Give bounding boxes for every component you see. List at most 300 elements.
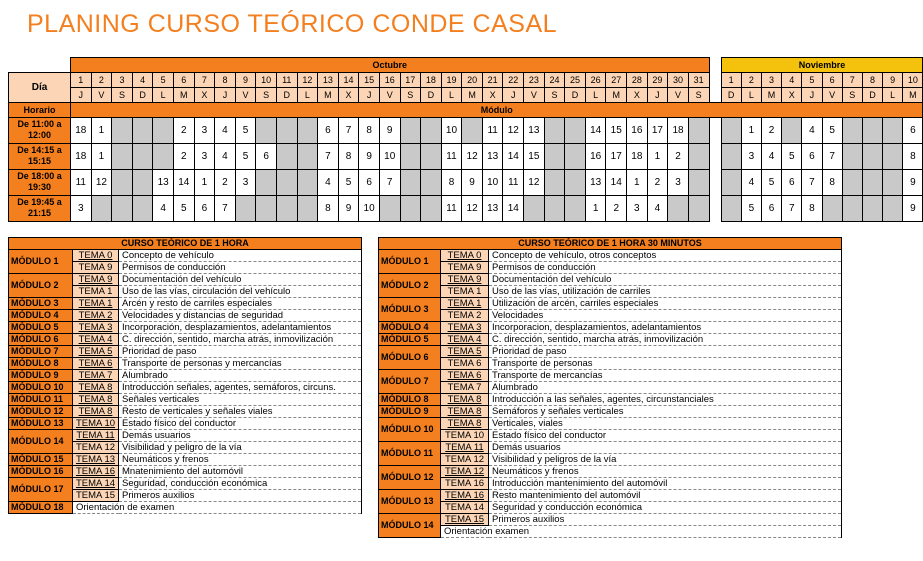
topic-description: Transporte de mercancías — [489, 370, 842, 382]
weekday-letter: M — [462, 87, 483, 102]
module-name: MÓDULO 16 — [9, 466, 73, 478]
weekday-letter: D — [565, 87, 586, 102]
day-number: 7 — [194, 72, 215, 87]
module-cell: 10 — [359, 195, 380, 221]
module-cell — [421, 117, 442, 143]
module-cell: 6 — [194, 195, 215, 221]
tema-label: TEMA 2 — [73, 310, 119, 322]
topic-description: Mnatenimiento del automóvil — [119, 466, 362, 478]
module-cell — [379, 195, 400, 221]
weekday-letter: D — [276, 87, 297, 102]
module-cell — [400, 169, 421, 195]
module-cell: 3 — [71, 195, 92, 221]
module-cell — [132, 117, 153, 143]
module-cell — [400, 117, 421, 143]
day-number: 5 — [153, 72, 174, 87]
tema-label: TEMA 1 — [441, 286, 489, 298]
day-label: Día — [9, 72, 71, 102]
module-cell: 18 — [627, 143, 648, 169]
day-number: 9 — [883, 72, 903, 87]
weekday-letter: V — [235, 87, 256, 102]
module-cell: 11 — [441, 195, 462, 221]
module-cell — [421, 169, 442, 195]
module-cell — [842, 143, 862, 169]
module-cell — [256, 195, 277, 221]
tema-label: TEMA 1 — [73, 286, 119, 298]
tema-label: TEMA 8 — [73, 406, 119, 418]
day-number: 2 — [91, 72, 112, 87]
topic-description: Documentación del vehículo — [119, 274, 362, 286]
tema-label: TEMA 8 — [73, 394, 119, 406]
weekday-letter: S — [842, 87, 862, 102]
topic-description: Demás usuarios — [119, 430, 362, 442]
weekday-letter: J — [647, 87, 668, 102]
module-cell: 6 — [761, 195, 781, 221]
tema-label: TEMA 6 — [73, 358, 119, 370]
module-cell: 7 — [215, 195, 236, 221]
module-cell — [862, 169, 882, 195]
module-name: MÓDULO 9 — [379, 406, 441, 418]
module-name: MÓDULO 6 — [9, 334, 73, 346]
module-cell — [153, 117, 174, 143]
module-cell — [862, 117, 882, 143]
module-cell — [524, 195, 545, 221]
module-name: MÓDULO 11 — [9, 394, 73, 406]
module-cell: 15 — [606, 117, 627, 143]
weekday-letter: M — [318, 87, 339, 102]
module-cell: 12 — [462, 143, 483, 169]
module-cell: 12 — [524, 169, 545, 195]
module-cell — [688, 143, 709, 169]
tema-label: TEMA 14 — [441, 502, 489, 514]
module-cell — [721, 169, 741, 195]
day-number: 29 — [647, 72, 668, 87]
module-name: MÓDULO 7 — [379, 370, 441, 394]
weekday-letter: X — [782, 87, 802, 102]
module-cell: 11 — [482, 117, 503, 143]
topic-description: Incorporacion, desplazamientos, adelantamientos — [489, 322, 842, 334]
module-cell: 2 — [173, 117, 194, 143]
module-cell — [421, 143, 442, 169]
weekday-letter: V — [822, 87, 842, 102]
tema-label: TEMA 9 — [73, 274, 119, 286]
weekday-letter: M — [903, 87, 923, 102]
module-cell: 11 — [503, 169, 524, 195]
module-cell: 17 — [606, 143, 627, 169]
weekday-letter: D — [862, 87, 882, 102]
module-name: MÓDULO 12 — [9, 406, 73, 418]
topic-description: Permisos de conducción — [489, 262, 842, 274]
weekday-letter: D — [421, 87, 442, 102]
module-cell: 1 — [627, 169, 648, 195]
month-october: Octubre — [71, 58, 710, 73]
module-cell: 3 — [627, 195, 648, 221]
module-name: MÓDULO 17 — [9, 478, 73, 502]
module-name: MÓDULO 5 — [9, 322, 73, 334]
module-name: MÓDULO 7 — [9, 346, 73, 358]
module-cell: 2 — [173, 143, 194, 169]
weekday-letter: J — [215, 87, 236, 102]
day-number: 20 — [462, 72, 483, 87]
module-cell: 11 — [71, 169, 92, 195]
module-cell: 17 — [647, 117, 668, 143]
topic-description: Estado físico del conductor — [489, 430, 842, 442]
module-cell — [862, 143, 882, 169]
module-cell — [668, 195, 689, 221]
modulo-label: Módulo — [71, 102, 923, 117]
module-cell: 4 — [647, 195, 668, 221]
day-number: 22 — [503, 72, 524, 87]
module-cell: 6 — [256, 143, 277, 169]
tema-label: TEMA 9 — [441, 262, 489, 274]
module-name: MÓDULO 4 — [379, 322, 441, 334]
module-cell: 4 — [802, 117, 822, 143]
tema-label: TEMA 12 — [441, 466, 489, 478]
module-cell: 7 — [338, 117, 359, 143]
module-name: MÓDULO 5 — [379, 334, 441, 346]
module-cell — [822, 195, 842, 221]
tema-label: TEMA 8 — [441, 394, 489, 406]
module-name: MÓDULO 4 — [9, 310, 73, 322]
module-cell — [256, 169, 277, 195]
day-number: 1 — [721, 72, 741, 87]
day-number: 8 — [862, 72, 882, 87]
weekday-letter: X — [194, 87, 215, 102]
weekday-letter: X — [627, 87, 648, 102]
tema-label: TEMA 16 — [441, 490, 489, 502]
module-name: MÓDULO 8 — [379, 394, 441, 406]
module-cell: 9 — [379, 117, 400, 143]
page-title: PLANING CURSO TEÓRICO CONDE CASAL — [27, 10, 558, 38]
day-number: 19 — [441, 72, 462, 87]
topic-description: Permisos de conducción — [119, 262, 362, 274]
horario-label: Horario — [9, 102, 71, 117]
weekday-letter: M — [761, 87, 781, 102]
module-cell: 8 — [359, 117, 380, 143]
day-number: 27 — [606, 72, 627, 87]
module-cell: 6 — [782, 169, 802, 195]
day-number: 2 — [741, 72, 761, 87]
module-cell: 16 — [585, 143, 606, 169]
tema-label: TEMA 9 — [441, 274, 489, 286]
module-cell — [565, 195, 586, 221]
topic-description: Introducción mantenimiento del automóvil — [489, 478, 842, 490]
module-cell: 8 — [441, 169, 462, 195]
month-gap — [709, 87, 721, 102]
day-number: 6 — [822, 72, 842, 87]
topic-description: C. dirección, sentido, marcha atrás, inmovilización — [489, 334, 842, 346]
topic-description: Uso de las vías, utilización de carriles — [489, 286, 842, 298]
module-cell — [256, 117, 277, 143]
module-cell — [688, 195, 709, 221]
day-number: 1 — [71, 72, 92, 87]
module-name: MÓDULO 3 — [9, 298, 73, 310]
module-cell: 1 — [91, 117, 112, 143]
module-name: MÓDULO 14 — [9, 430, 73, 454]
topic-description: Alumbrado — [489, 382, 842, 394]
module-name: MÓDULO 18 — [9, 502, 73, 514]
module-cell: 8 — [802, 195, 822, 221]
module-cell — [462, 117, 483, 143]
module-cell: 7 — [318, 143, 339, 169]
module-cell — [421, 195, 442, 221]
day-number: 7 — [842, 72, 862, 87]
tema-label: TEMA 8 — [441, 418, 489, 430]
module-cell: 7 — [782, 195, 802, 221]
module-cell — [565, 143, 586, 169]
module-cell — [297, 195, 318, 221]
corner-blank — [9, 58, 71, 73]
topic-description: Resto de verticales y señales viales — [119, 406, 362, 418]
module-cell — [112, 169, 133, 195]
module-cell: 13 — [482, 195, 503, 221]
module-cell: 3 — [194, 117, 215, 143]
topic-description: C. dirección, sentido, marcha atrás, inmovilización — [119, 334, 362, 346]
topic-description: Utilización de arcén, carriles especiales — [489, 298, 842, 310]
day-number: 3 — [112, 72, 133, 87]
module-cell — [235, 195, 256, 221]
module-cell — [721, 117, 741, 143]
weekday-letter: V — [668, 87, 689, 102]
module-cell: 9 — [903, 169, 923, 195]
module-cell: 9 — [462, 169, 483, 195]
module-cell — [153, 143, 174, 169]
module-cell: 3 — [194, 143, 215, 169]
module-cell: 13 — [153, 169, 174, 195]
module-cell — [276, 117, 297, 143]
month-gap — [709, 58, 721, 73]
module-name: MÓDULO 13 — [9, 418, 73, 430]
tema-label: TEMA 0 — [73, 250, 119, 262]
module-cell: 18 — [668, 117, 689, 143]
day-number: 31 — [688, 72, 709, 87]
module-name: MÓDULO 10 — [379, 418, 441, 442]
topic-description: Verticales, viales — [489, 418, 842, 430]
module-cell — [544, 169, 565, 195]
topic-description: Concepto de vehículo, otros conceptos — [489, 250, 842, 262]
module-cell — [688, 169, 709, 195]
module-cell: 5 — [173, 195, 194, 221]
tema-label: TEMA 9 — [73, 262, 119, 274]
module-name: MÓDULO 11 — [379, 442, 441, 466]
module-cell: 3 — [668, 169, 689, 195]
topic-description: Prioridad de paso — [119, 346, 362, 358]
module-cell — [544, 117, 565, 143]
module-cell — [112, 143, 133, 169]
module-cell: 5 — [822, 117, 842, 143]
tema-label: TEMA 11 — [73, 430, 119, 442]
month-gap — [709, 195, 721, 221]
module-cell: 12 — [91, 169, 112, 195]
weekday-letter: J — [359, 87, 380, 102]
day-number: 18 — [421, 72, 442, 87]
module-cell — [842, 117, 862, 143]
weekday-letter: S — [400, 87, 421, 102]
month-gap — [709, 117, 721, 143]
topic-description: Velocidades y distancias de seguridad — [119, 310, 362, 322]
topic-description: Velocidades — [489, 310, 842, 322]
module-cell: 12 — [462, 195, 483, 221]
day-number: 16 — [379, 72, 400, 87]
tema-label: TEMA 15 — [441, 514, 489, 526]
module-cell: 13 — [482, 143, 503, 169]
module-cell — [132, 169, 153, 195]
topic-description: Neumáticos y frenos — [489, 466, 842, 478]
module-cell — [862, 195, 882, 221]
module-cell — [400, 143, 421, 169]
module-name: MÓDULO 13 — [379, 490, 441, 514]
module-cell: 7 — [802, 169, 822, 195]
module-cell — [883, 143, 903, 169]
tema-label: TEMA 2 — [441, 310, 489, 322]
module-cell: 5 — [782, 143, 802, 169]
module-name: MÓDULO 14 — [379, 514, 441, 538]
module-cell — [544, 195, 565, 221]
topic-description: Prioridad de paso — [489, 346, 842, 358]
module-cell: 18 — [71, 143, 92, 169]
module-cell — [721, 195, 741, 221]
module-cell: 8 — [318, 195, 339, 221]
weekday-letter: J — [802, 87, 822, 102]
module-cell: 4 — [215, 143, 236, 169]
weekday-letter: L — [741, 87, 761, 102]
module-cell: 6 — [802, 143, 822, 169]
topic-description: Arcén y resto de carriles especiales — [119, 298, 362, 310]
topic-description: Estado físico del conductor — [119, 418, 362, 430]
module-cell: 8 — [822, 169, 842, 195]
tema-label: TEMA 0 — [441, 250, 489, 262]
tema-label: TEMA 1 — [441, 298, 489, 310]
module-cell: 14 — [173, 169, 194, 195]
topic-description: Introducción señales, agentes, semáforos, circuns. — [119, 382, 362, 394]
topic-description: Documentación del vehículo — [489, 274, 842, 286]
weekday-letter: J — [503, 87, 524, 102]
weekday-letter: L — [585, 87, 606, 102]
tema-label: TEMA 4 — [441, 334, 489, 346]
module-name: MÓDULO 2 — [379, 274, 441, 298]
module-name: MÓDULO 15 — [9, 454, 73, 466]
module-cell: 7 — [379, 169, 400, 195]
topic-description: Primeros auxilios — [489, 514, 842, 526]
module-cell: 2 — [215, 169, 236, 195]
module-cell — [297, 143, 318, 169]
tema-label: TEMA 8 — [73, 382, 119, 394]
weekday-letter: L — [883, 87, 903, 102]
module-cell: 5 — [761, 169, 781, 195]
module-cell: 18 — [71, 117, 92, 143]
day-number: 17 — [400, 72, 421, 87]
weekday-letter: J — [71, 87, 92, 102]
day-number: 21 — [482, 72, 503, 87]
day-number: 10 — [903, 72, 923, 87]
tema-label: TEMA 5 — [441, 346, 489, 358]
topic-description: Visibilidad y peligro de la vía — [119, 442, 362, 454]
month-gap — [709, 143, 721, 169]
weekday-letter: S — [688, 87, 709, 102]
module-cell — [842, 169, 862, 195]
weekday-letter: S — [544, 87, 565, 102]
day-number: 24 — [544, 72, 565, 87]
module-name: MÓDULO 9 — [9, 370, 73, 382]
tema-label: TEMA 6 — [441, 358, 489, 370]
tema-label: TEMA 16 — [441, 478, 489, 490]
module-cell: 5 — [741, 195, 761, 221]
module-cell — [276, 169, 297, 195]
module-cell — [565, 117, 586, 143]
course-title: CURSO TEÓRICO DE 1 HORA — [9, 238, 362, 250]
module-cell: 12 — [503, 117, 524, 143]
weekday-letter: D — [132, 87, 153, 102]
day-number: 14 — [338, 72, 359, 87]
time-slot: De 11:00 a 12:00 — [9, 117, 71, 143]
module-cell — [297, 169, 318, 195]
module-cell: 13 — [524, 117, 545, 143]
module-cell: 10 — [482, 169, 503, 195]
day-number: 30 — [668, 72, 689, 87]
module-cell — [883, 117, 903, 143]
tema-label: TEMA 4 — [73, 334, 119, 346]
day-number: 9 — [235, 72, 256, 87]
day-number: 23 — [524, 72, 545, 87]
topic-description: Alumbrado — [119, 370, 362, 382]
topic-description: Visibilidad y peligros de la vía — [489, 454, 842, 466]
module-cell: 4 — [318, 169, 339, 195]
module-cell: 3 — [235, 169, 256, 195]
tema-label: TEMA 16 — [73, 466, 119, 478]
tema-label: TEMA 7 — [73, 370, 119, 382]
day-number: 25 — [565, 72, 586, 87]
day-number: 3 — [761, 72, 781, 87]
tema-label: TEMA 3 — [441, 322, 489, 334]
day-number: 6 — [173, 72, 194, 87]
month-gap — [709, 169, 721, 195]
module-cell: 1 — [585, 195, 606, 221]
module-cell: 5 — [338, 169, 359, 195]
module-cell: 3 — [741, 143, 761, 169]
month-november: Noviembre — [721, 58, 923, 73]
tema-label: TEMA 11 — [441, 442, 489, 454]
topic-description: Introducción a las señales, agentes, circunstanciales — [489, 394, 842, 406]
module-name: MÓDULO 8 — [9, 358, 73, 370]
module-cell: 6 — [903, 117, 923, 143]
weekday-letter: S — [256, 87, 277, 102]
module-cell: 2 — [668, 143, 689, 169]
module-cell — [782, 117, 802, 143]
course-title: CURSO TEÓRICO DE 1 HORA 30 MINUTOS — [379, 238, 842, 250]
module-cell: 4 — [741, 169, 761, 195]
module-cell: 6 — [359, 169, 380, 195]
module-cell — [132, 143, 153, 169]
time-slot: De 18:00 a 19:30 — [9, 169, 71, 195]
module-name: MÓDULO 1 — [379, 250, 441, 274]
module-cell: 1 — [194, 169, 215, 195]
module-cell — [565, 169, 586, 195]
weekday-letter: M — [173, 87, 194, 102]
topic-description: Semáforos y señales verticales — [489, 406, 842, 418]
day-number: 13 — [318, 72, 339, 87]
module-cell — [297, 117, 318, 143]
tema-label: TEMA 7 — [441, 382, 489, 394]
module-cell: 1 — [741, 117, 761, 143]
module-cell — [544, 143, 565, 169]
day-number: 5 — [802, 72, 822, 87]
time-slot: De 19:45 a 21:15 — [9, 195, 71, 221]
day-number: 4 — [132, 72, 153, 87]
weekday-letter: V — [379, 87, 400, 102]
module-cell — [132, 195, 153, 221]
module-cell — [688, 117, 709, 143]
tema-label: TEMA 8 — [441, 406, 489, 418]
